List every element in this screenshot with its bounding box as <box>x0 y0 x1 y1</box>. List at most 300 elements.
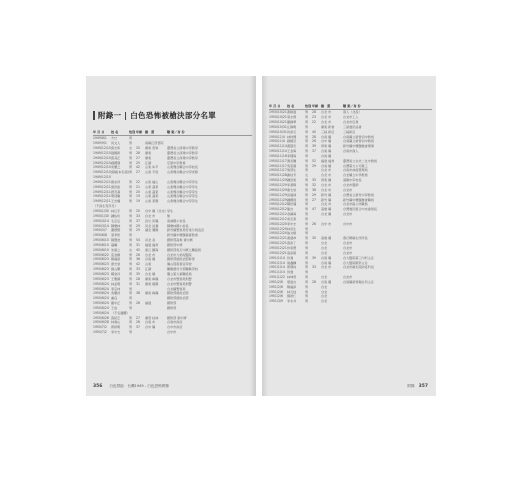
cell-sex: 男 <box>305 221 309 226</box>
cell-sex: 男 <box>129 291 133 296</box>
cell-hometown: 廣東 梅縣 <box>145 276 159 281</box>
cell-age: 27 <box>136 170 140 175</box>
cell-name: 李蒼降 <box>287 183 297 187</box>
cell-occupation: 國防部 <box>167 301 177 306</box>
cell-name: 余錫海 <box>287 212 297 217</box>
cell-sex: 男 <box>129 189 133 194</box>
cell-age: 22 <box>312 120 316 125</box>
cell-name: 吳克泰 <box>287 216 297 221</box>
cell-name: 張添丁 <box>287 241 297 246</box>
cell-occupation: 新竹縣中壢鎮農會理事 <box>343 144 374 149</box>
cell-date: 1949/12/10 <box>93 155 111 160</box>
cell-date: 1950/11/17 <box>269 168 287 173</box>
cell-occupation: 國防部 軍中將 <box>167 315 187 320</box>
cell-hometown: 台北 市 <box>145 252 156 257</box>
cell-date: 1949/12/11 <box>93 184 111 189</box>
cell-sex: 男 <box>129 160 133 165</box>
cell-hometown: 屏東 縣 <box>321 144 332 149</box>
header-name: 姓 名 <box>111 130 119 134</box>
cell-sex: 男 <box>305 178 309 183</box>
header-sex: 性別 <box>129 130 136 134</box>
cell-sex: 男 <box>305 163 309 168</box>
cell-date: 1950/10/21 <box>269 110 287 115</box>
cell-hometown <box>145 330 167 335</box>
cell-sex: 男 <box>129 238 133 243</box>
cell-name: 林春山 <box>111 320 121 325</box>
cell-sex: 男 <box>129 330 133 335</box>
cell-occupation: 台南縣新營衛生所主任 <box>343 279 374 284</box>
cell-sex: 男 <box>305 183 309 187</box>
right-table <box>269 104 432 304</box>
cell-name: 朱諶之 <box>111 247 121 252</box>
cell-sex: 男 <box>305 212 309 217</box>
cell-occupation: 台北縣立中學教員 <box>343 173 368 178</box>
cell-name: 唐志堂 <box>111 262 121 267</box>
cell-sex: 男 <box>129 233 133 238</box>
cell-sex: 男 <box>129 257 133 262</box>
cell-sex: 男 <box>129 271 133 276</box>
cell-hometown: 新竹 縣 <box>321 197 332 202</box>
cell-age: 39 <box>312 255 316 260</box>
cell-age: 35 <box>136 271 140 276</box>
cell-sex: 男 <box>129 262 133 267</box>
header-hometown: 籍 貫 <box>145 130 155 134</box>
table-header <box>93 130 252 136</box>
cell-name: 盧良 <box>111 296 118 301</box>
cell-hometown: 台南 縣 <box>321 163 332 168</box>
cell-age: 27 <box>136 155 140 160</box>
cell-occupation: 台灣農民組合中央委員長 <box>343 207 378 212</box>
cell-occupation: 山東煙台聯合中學學生 <box>167 189 198 194</box>
cell-age: 29 <box>312 192 316 197</box>
cell-age: 25 <box>136 228 140 233</box>
cell-hometown: 高雄 縣 <box>321 207 332 212</box>
cell-date: 1951/2/6 <box>269 289 283 294</box>
cell-age: 28 <box>312 279 316 284</box>
cell-date: 1951/1/14 <box>269 265 285 270</box>
cell-sex: 男 <box>129 252 133 257</box>
cell-occupation: 台北市大稻埕醫院 <box>167 252 192 257</box>
cell-age: 25 <box>136 146 140 151</box>
cell-age: 47 <box>312 207 316 212</box>
cell-age: 25 <box>136 160 140 165</box>
table-row <box>93 330 252 335</box>
cell-hometown: 台北 市 <box>321 183 332 187</box>
cell-name: 方□ <box>111 136 118 141</box>
cell-date: 1951/2/6 <box>269 279 283 284</box>
cell-name: 何文人 <box>111 141 121 146</box>
cell-occupation: 無 <box>167 213 171 218</box>
cell-age: 35 <box>312 178 316 183</box>
right-footer <box>404 384 428 389</box>
cell-name: 吳慶初 <box>111 291 121 296</box>
cell-date: 1950/11/14 <box>269 149 287 154</box>
cell-name: （不名遺體） <box>111 310 130 315</box>
cell-occupation: 台北市工人 <box>343 115 359 120</box>
cell-sex: 男 <box>129 184 133 189</box>
cell-name: 鄭世璠 <box>287 202 297 207</box>
cell-date: 1950/6/23 <box>93 257 109 262</box>
cell-date: 1950/12/21 <box>269 250 287 255</box>
cell-hometown: 廣東 <box>145 155 152 160</box>
cell-date: 1950/6/23 <box>93 271 109 276</box>
cell-occupation: 台南市商人 <box>343 149 359 154</box>
cell-date: 1949/12/11 <box>93 189 111 194</box>
cell-date: 1950/11/29 <box>269 192 287 197</box>
cell-hometown: 福建 福州 <box>145 242 159 247</box>
cell-hometown: 台北 <box>321 284 328 289</box>
cell-date: 1950/11/29 <box>269 187 287 192</box>
cell-name: 唐志堂 <box>287 187 297 192</box>
cell-hometown: 台北 市 <box>321 187 332 192</box>
cell-sex: 男 <box>305 187 309 192</box>
cell-name: 劉欽仁 <box>287 294 297 299</box>
cell-hometown: 江蘇 <box>145 160 152 165</box>
cell-occupation: 獨立第九軍聯絡員 <box>167 271 192 276</box>
cell-age: 42 <box>136 262 140 267</box>
cell-date: 1950/12/12 <box>269 207 287 212</box>
cell-date: 1950/12/21 <box>269 236 287 241</box>
cell-hometown: 江蘇 <box>145 267 152 272</box>
cell-name: 譚茂基 <box>111 189 121 194</box>
cell-occupation: 台中市 <box>167 330 177 335</box>
cell-sex: 男 <box>305 284 309 289</box>
cell-sex: 男 <box>305 299 309 304</box>
cell-sex: 男 <box>129 165 133 170</box>
cell-occupation: 臺灣省立商業中學教學 <box>167 146 198 151</box>
cell-sex: 男 <box>305 250 309 255</box>
cell-age: 38 <box>136 291 140 296</box>
cell-hometown: 台北 市 <box>145 213 156 218</box>
cell-date: 1950/6/28 <box>93 315 109 320</box>
cell-hometown: 廣東 揭陽 <box>145 281 159 286</box>
cell-name: 王金海 <box>287 149 297 154</box>
cell-sex: 男 <box>305 226 309 231</box>
cell-occupation: 台北市醫師 <box>343 183 359 187</box>
cell-date: 1951/2/6 <box>269 284 283 289</box>
cell-name: 林江宇 <box>111 209 121 213</box>
cell-hometown: 台北 市 <box>321 120 332 125</box>
cell-hometown: 河北 昌黎 <box>145 223 159 228</box>
cell-occupation: 三星農民協會 <box>343 124 362 129</box>
cell-occupation: 台大醫院第三內科主任 <box>343 255 374 260</box>
cell-name: 黃雲騰 <box>287 158 297 163</box>
left-table <box>93 130 252 335</box>
cell-sex: 男 <box>305 241 309 246</box>
cell-age: 31 <box>136 281 140 286</box>
header-age: 年齡 <box>312 104 319 108</box>
cell-name: 劉占鰲 <box>111 267 121 272</box>
cell-occupation: 台北市店員 <box>343 120 359 125</box>
cell-hometown: 台北 縣 <box>145 271 156 276</box>
cell-name: 林元枝 <box>287 289 297 294</box>
cell-occupation: 台北市 <box>343 187 353 192</box>
cell-occupation: 新竹縣中壢鎮農會職員 <box>343 197 374 202</box>
cell-name: 李宗林 <box>111 286 121 291</box>
cell-date: 1950/10/31 <box>269 129 287 134</box>
cell-name: 許希寬 <box>287 245 297 250</box>
cell-occupation: 臺灣省立商業中學教學 <box>167 155 198 160</box>
cell-date: 1950/6/23 <box>93 267 109 272</box>
cell-sex: 男 <box>305 168 309 173</box>
cell-sex: 男 <box>305 289 309 294</box>
cell-sex: 男 <box>305 197 309 202</box>
cell-age: 54 <box>136 238 140 243</box>
cell-sex: 男 <box>305 129 309 134</box>
cell-occupation: 台北市警察局刑警 <box>167 281 192 286</box>
cell-age: 36 <box>136 257 140 262</box>
cell-sex: 男 <box>129 170 133 175</box>
cell-hometown: 福建 福州 <box>321 158 335 163</box>
cell-age: 28 <box>312 110 316 115</box>
right-page-number: 357 <box>418 384 428 389</box>
header-sex: 性別 <box>305 104 312 108</box>
cell-name: 趙國新 <box>111 150 121 155</box>
cell-name: 張毓(本名張) <box>111 170 129 175</box>
cell-name: 劉永祥 <box>111 179 121 184</box>
cell-hometown: 台南 縣 <box>321 149 332 154</box>
cell-name: 許添石 <box>287 129 297 134</box>
cell-occupation: 商人（北投） <box>343 110 362 115</box>
cell-name: 郭欽明 <box>111 325 121 330</box>
cell-occupation: 台中市政府 <box>167 325 183 330</box>
cell-sex: 男 <box>305 158 309 163</box>
cell-name: 蘇錦章 <box>287 139 297 144</box>
cell-date: 1950/10/31 <box>269 124 287 129</box>
cell-occupation: 空軍中學教員 <box>167 160 186 165</box>
cell-sex: 男 <box>129 155 133 160</box>
header-occupation: 職 業／身 份 <box>167 130 185 134</box>
cell-name: 高添富 <box>287 250 297 255</box>
cell-name: 謝桂芳 <box>287 173 297 178</box>
cell-date: 1950/6/10 <box>93 247 109 252</box>
cell-occupation: 國防部總政治部 <box>167 291 189 296</box>
cell-date: 1951/1/14 <box>269 270 285 275</box>
cell-hometown: 河北 省 <box>145 238 156 243</box>
cell-name: 林孟明 <box>111 281 121 286</box>
cell-hometown: 四川 彭縣 <box>145 218 159 223</box>
cell-name: 張其正 <box>111 155 121 160</box>
cell-name: 鄭金河 <box>111 271 121 276</box>
cell-age: 39 <box>312 144 316 149</box>
cell-date: 1950/6/24 <box>93 305 109 310</box>
cell-date: 1951/1/14 <box>269 255 285 260</box>
cell-age: 27 <box>136 315 140 320</box>
cell-occupation: 台北市 <box>343 250 353 255</box>
cell-date: 1950/6/24 <box>93 310 109 315</box>
cell-date: 1950/7/2 <box>93 330 107 335</box>
cell-hometown: 廣西 桂林 <box>145 315 159 320</box>
cell-sex: 男 <box>305 149 309 154</box>
table-row <box>269 299 432 304</box>
cell-name: 莊金順 <box>111 252 121 257</box>
cell-date: 1950/11/4 <box>269 134 285 139</box>
cell-hometown: 台南 縣 <box>321 153 332 158</box>
cell-hometown: 台北 縣 <box>321 212 332 217</box>
cell-date: 1950/11/29 <box>269 197 287 202</box>
cell-name: 翁文樹 <box>287 231 297 236</box>
cell-date: 1950/6/28 <box>93 320 109 325</box>
cell-occupation: 山東煙台聯合中學學生 <box>167 199 198 204</box>
cell-occupation: 台北市 <box>343 212 353 217</box>
cell-occupation: 聯勤總司令部聯勤學校 <box>167 267 198 272</box>
cell-sex: 女 <box>129 146 133 151</box>
cell-hometown: 台南 市 <box>145 320 156 325</box>
cell-sex: 男 <box>129 301 133 306</box>
cell-age: 32 <box>312 183 316 187</box>
cell-name: 邱連球 <box>287 192 297 197</box>
cell-age <box>136 330 145 335</box>
cell-age: 31 <box>136 242 140 247</box>
cell-hometown: 台中 縣 <box>145 325 156 330</box>
cell-age: 37 <box>136 325 140 330</box>
cell-sex: 男 <box>129 218 133 223</box>
cell-date: 1950/12/12 <box>269 216 287 221</box>
cell-date: 1950/12/21 <box>269 245 287 250</box>
cell-age: 29 <box>136 223 140 228</box>
cell-name: 蕭德懿 <box>111 228 121 233</box>
right-page <box>262 76 436 396</box>
cell-name: 顏錦華 <box>287 120 297 125</box>
cell-occupation: 台大醫院眼科主任 <box>343 260 368 265</box>
cell-age: 45 <box>136 247 140 252</box>
header-hometown: 籍 貫 <box>321 104 331 108</box>
cell-date: 1950/6/24 <box>93 301 109 306</box>
cell-hometown: 廣東 新會 <box>321 124 335 129</box>
cell-hometown: 福建 <box>145 301 152 306</box>
cell-sex: 男 <box>129 305 133 310</box>
cell-sex: 男 <box>129 325 133 330</box>
cell-occupation: 國防部總政治部幹部 <box>167 257 195 262</box>
cell-occupation: 台中市 <box>343 221 353 226</box>
cell-date: 1951/2/6 <box>269 294 283 299</box>
cell-name: 林秋興 <box>287 134 297 139</box>
cell-date: 1950/6/8 <box>93 233 107 238</box>
cell-hometown: 台北 市 <box>321 173 332 178</box>
cell-age: 29 <box>312 163 316 168</box>
cell-date: 1950/11/16 <box>269 153 287 158</box>
cell-hometown: 廣東 普寧 <box>145 146 159 151</box>
cell-hometown: 湖北 襄陽 <box>145 228 159 233</box>
cell-occupation: 國防部 <box>167 305 177 310</box>
cell-occupation: 台南縣立新營初中教員 <box>343 139 374 144</box>
cell-date: 1950/11/29 <box>269 183 287 187</box>
cell-date: 1949/12/10 <box>93 175 111 180</box>
cell-name: 王光耀 <box>111 199 121 204</box>
cell-hometown: 山東 平度 <box>145 170 159 175</box>
cell-date: （不詳生死年月） <box>93 204 118 209</box>
cell-occupation: 台灣電力公司員工 <box>343 163 368 168</box>
cell-sex: 男 <box>129 276 133 281</box>
header-name: 姓 名 <box>287 104 295 108</box>
cell-name: 王成 <box>111 305 118 310</box>
cell-hometown: 山東 蓬萊 <box>145 194 159 199</box>
cell-occupation: 臺灣省立台北二女中教員 <box>343 158 378 163</box>
cell-name: 胡鑫麟 <box>287 260 297 265</box>
cell-date: 1949/12/10 <box>93 146 111 151</box>
cell-hometown: 台北 市 <box>321 202 332 207</box>
cell-occupation: 國防部高參 軍中將 <box>167 238 193 243</box>
cell-date: 1950/6/24 <box>93 291 109 296</box>
cell-date: 1950/7/2 <box>93 325 107 330</box>
cell-sex: 男 <box>129 320 133 325</box>
cell-age: 23 <box>312 115 316 120</box>
cell-name: 張志和 <box>111 146 121 151</box>
cell-occupation: 新竹縣中壢鎮基督教會 <box>167 233 198 238</box>
cell-occupation: 山東煙台聯合中學老師 <box>167 170 198 175</box>
cell-hometown: 台北 <box>321 289 328 294</box>
cell-occupation: 國防部總政治部 <box>167 296 189 301</box>
cell-hometown: 台南 縣 <box>321 255 332 260</box>
cell-age: 33 <box>136 213 140 218</box>
cell-sex: 男 <box>305 207 309 212</box>
cell-date: 1950/6/10 <box>93 242 109 247</box>
cell-occupation: 新竹縣警察局竹東分局巡官 <box>167 228 205 233</box>
cell-name: 林坤西 <box>287 275 297 280</box>
cell-hometown: 台中 市 <box>321 221 332 226</box>
cell-occupation: 台北市 <box>343 245 353 250</box>
cell-occupation: 台北市 <box>343 241 353 246</box>
cell-hometown: 屏東 縣 <box>321 178 332 183</box>
cell-sex: 男 <box>129 136 133 141</box>
cell-hometown: 山東 蓬萊 <box>145 189 159 194</box>
cell-sex: 男 <box>305 153 309 158</box>
spine-shadow-right <box>262 76 268 396</box>
cell-date: 1950/12/12 <box>269 212 287 217</box>
cell-sex: 男 <box>129 213 133 218</box>
cell-occupation: 台南市林產管理局 <box>343 168 368 173</box>
cell-sex: 男 <box>129 315 133 320</box>
cell-sex: 男 <box>129 267 133 272</box>
cell-hometown: 新竹 縣 <box>321 192 332 197</box>
cell-sex: 男 <box>305 192 309 197</box>
cell-date: 1949/12/11 <box>93 194 111 199</box>
cell-hometown: 高雄 縣 <box>321 236 332 241</box>
cell-name: 黃賢忠 <box>287 144 297 149</box>
cell-sex: 男 <box>129 179 133 184</box>
cell-sex: 男 <box>305 265 309 270</box>
cell-sex: 男 <box>129 209 133 213</box>
cell-age: 28 <box>312 134 316 139</box>
cell-date: 1951/1/14 <box>269 260 285 265</box>
cell-hometown: 山東 <box>145 262 152 267</box>
cell-date: 1950/1/30 <box>93 209 109 213</box>
cell-name: 施部生 <box>287 168 297 173</box>
cell-date: 1950/6/10 <box>93 238 109 243</box>
cell-name: 林宣生 <box>287 226 297 231</box>
cell-name: 吳思漢 <box>287 163 297 168</box>
cell-hometown: 山東 萊陽 <box>145 199 159 204</box>
cell-occupation: 三峽新店 <box>343 129 356 134</box>
cell-age: 38 <box>312 187 316 192</box>
cell-occupation: 陳懋林國小校長 <box>167 223 189 228</box>
cell-date: 1950/5/7 <box>93 228 107 233</box>
cell-date: 1950/11/14 <box>269 144 287 149</box>
cell-sex: 男 <box>129 286 133 291</box>
cell-occupation: 台北市 <box>343 275 353 280</box>
cell-sex: 男 <box>129 228 133 233</box>
cell-name: 許強 <box>287 255 294 260</box>
cell-age: 26 <box>312 139 316 144</box>
cell-hometown: 台南 縣 <box>321 134 332 139</box>
cell-age: 30 <box>312 236 316 241</box>
cell-hometown: 廣東 <box>145 150 152 155</box>
left-footer <box>93 384 169 389</box>
cell-occupation: 台南縣立新營初中教員 <box>343 134 374 139</box>
cell-date: 1950/6/23 <box>93 276 109 281</box>
cell-date: 1950/12/20 <box>269 221 287 226</box>
cell-occupation: 山東煙台聯合中學學生 <box>167 194 198 199</box>
